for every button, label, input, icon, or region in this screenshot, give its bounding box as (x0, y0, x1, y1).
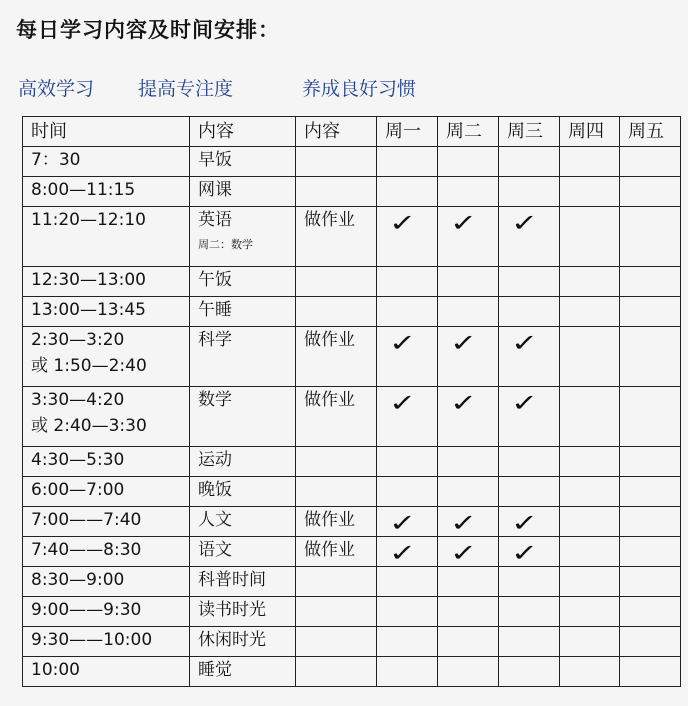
day-cell-wed (499, 447, 560, 477)
task-cell (296, 297, 377, 327)
task-cell (296, 267, 377, 297)
subject-text: 早饭 (198, 150, 232, 170)
day-cell-thu (560, 507, 620, 537)
checkmark-icon: ✓ (511, 329, 539, 357)
day-cell-fri (620, 597, 681, 627)
table-row (23, 147, 681, 177)
day-cell-thu (560, 297, 620, 327)
time-cell (23, 657, 190, 687)
day-cell-tue (438, 477, 499, 507)
header-task: 内容 (296, 117, 377, 147)
day-cell-mon (377, 627, 438, 657)
day-cell-tue (438, 177, 499, 207)
day-cell-mon (377, 177, 438, 207)
subject-cell (190, 387, 296, 447)
day-cell-tue (438, 597, 499, 627)
time-cell (23, 567, 190, 597)
time-cell (23, 207, 190, 267)
checkmark-icon: ✓ (450, 539, 478, 567)
time-text: 4:30—5:30 (31, 450, 125, 470)
time-text: 9:30——10:00 (31, 630, 153, 650)
subject-cell (190, 597, 296, 627)
subject-cell (190, 327, 296, 387)
day-cell-mon (377, 477, 438, 507)
day-cell-mon (377, 447, 438, 477)
time-text: 7:00——7:40 (31, 510, 142, 530)
subject-text: 科学 (198, 330, 232, 350)
day-cell-fri (620, 477, 681, 507)
subject-cell (190, 147, 296, 177)
day-cell-fri (620, 627, 681, 657)
subject-cell (190, 207, 296, 267)
checkmark-icon: ✓ (450, 509, 478, 537)
task-cell (296, 627, 377, 657)
header-friday: 周五 (620, 117, 681, 147)
task-cell (296, 447, 377, 477)
time-cell (23, 537, 190, 567)
subject-cell (190, 507, 296, 537)
alt-time-text: 或 1:50—2:40 (31, 356, 147, 376)
day-cell-thu (560, 147, 620, 177)
day-cell-mon (377, 537, 438, 567)
table-row (23, 177, 681, 207)
day-cell-tue (438, 627, 499, 657)
time-cell (23, 597, 190, 627)
task-cell: 做作业 (296, 327, 377, 387)
checkmark-icon: ✓ (511, 209, 539, 237)
day-cell-fri (620, 567, 681, 597)
checkmark-icon: ✓ (389, 509, 417, 537)
day-cell-fri (620, 507, 681, 537)
day-cell-mon (377, 597, 438, 627)
table-row (23, 627, 681, 657)
time-cell (23, 327, 190, 387)
day-cell-wed (499, 627, 560, 657)
day-cell-tue (438, 147, 499, 177)
time-cell (23, 177, 190, 207)
day-cell-wed (499, 327, 560, 387)
day-cell-thu (560, 177, 620, 207)
day-cell-fri (620, 327, 681, 387)
day-cell-wed (499, 267, 560, 297)
header-subject: 内容 (190, 117, 296, 147)
checkmark-icon: ✓ (511, 539, 539, 567)
day-cell-wed (499, 387, 560, 447)
day-cell-tue (438, 207, 499, 267)
slogan-efficient-study: 高效学习 (18, 78, 95, 100)
checkmark-icon: ✓ (450, 209, 478, 237)
task-cell (296, 147, 377, 177)
checkmark-icon: ✓ (450, 329, 478, 357)
checkmark-icon: ✓ (389, 389, 417, 417)
day-cell-fri (620, 207, 681, 267)
day-cell-wed (499, 477, 560, 507)
time-cell (23, 297, 190, 327)
checkmark-icon: ✓ (389, 209, 417, 237)
subject-text: 读书时光 (198, 600, 266, 620)
day-cell-tue (438, 567, 499, 597)
day-cell-fri (620, 297, 681, 327)
day-cell-tue (438, 327, 499, 387)
task-cell: 做作业 (296, 537, 377, 567)
day-cell-tue (438, 447, 499, 477)
table-row (23, 297, 681, 327)
time-text: 12:30—13:00 (31, 270, 146, 290)
subject-text: 午睡 (198, 300, 232, 320)
table-row (23, 537, 681, 567)
subject-text: 科普时间 (198, 570, 266, 590)
day-cell-wed (499, 177, 560, 207)
day-cell-wed (499, 507, 560, 537)
time-text: 11:20—12:10 (31, 210, 146, 230)
subject-cell (190, 477, 296, 507)
day-cell-tue (438, 297, 499, 327)
day-cell-wed (499, 537, 560, 567)
table-row (23, 657, 681, 687)
checkmark-icon: ✓ (389, 329, 417, 357)
subject-cell (190, 177, 296, 207)
day-cell-fri (620, 147, 681, 177)
table-row (23, 327, 681, 387)
table-row (23, 507, 681, 537)
day-cell-thu (560, 477, 620, 507)
time-cell (23, 387, 190, 447)
time-text: 10:00 (31, 660, 80, 680)
day-cell-thu (560, 597, 620, 627)
table-row (23, 567, 681, 597)
header-monday: 周一 (377, 117, 438, 147)
day-cell-thu (560, 657, 620, 687)
day-cell-tue (438, 657, 499, 687)
day-cell-wed (499, 207, 560, 267)
day-cell-fri (620, 177, 681, 207)
subject-text: 网课 (198, 180, 232, 200)
day-cell-thu (560, 207, 620, 267)
time-text: 8:30—9:00 (31, 570, 125, 590)
time-text: 13:00—13:45 (31, 300, 146, 320)
subject-text: 英语 (198, 210, 232, 230)
table-row (23, 477, 681, 507)
subject-text: 人文 (198, 510, 232, 530)
day-cell-mon (377, 567, 438, 597)
day-cell-fri (620, 387, 681, 447)
day-cell-wed (499, 297, 560, 327)
day-cell-wed (499, 567, 560, 597)
subject-text: 数学 (198, 390, 232, 410)
day-cell-wed (499, 147, 560, 177)
time-cell (23, 267, 190, 297)
day-cell-wed (499, 657, 560, 687)
day-cell-fri (620, 267, 681, 297)
subject-text: 运动 (198, 450, 232, 470)
task-cell (296, 567, 377, 597)
task-cell: 做作业 (296, 387, 377, 447)
time-cell (23, 147, 190, 177)
time-text: 6:00—7:00 (31, 480, 125, 500)
table-row (23, 267, 681, 297)
task-cell (296, 477, 377, 507)
day-cell-mon (377, 267, 438, 297)
table-row (23, 387, 681, 447)
subject-text: 睡觉 (198, 660, 232, 680)
day-cell-thu (560, 567, 620, 597)
day-cell-thu (560, 447, 620, 477)
subject-text: 休闲时光 (198, 630, 266, 650)
time-text: 9:00——9:30 (31, 600, 142, 620)
page-title: 每日学习内容及时间安排： (16, 18, 280, 42)
slogan-focus: 提高专注度 (138, 78, 234, 100)
checkmark-icon: ✓ (389, 539, 417, 567)
task-cell (296, 597, 377, 627)
subject-cell (190, 657, 296, 687)
subject-cell (190, 297, 296, 327)
subject-note: 周二：数学 (198, 238, 253, 251)
day-cell-fri (620, 447, 681, 477)
header-time: 时间 (23, 117, 190, 147)
subject-cell (190, 567, 296, 597)
checkmark-icon: ✓ (450, 389, 478, 417)
day-cell-thu (560, 267, 620, 297)
day-cell-mon (377, 657, 438, 687)
day-cell-wed (499, 597, 560, 627)
day-cell-thu (560, 537, 620, 567)
day-cell-mon (377, 387, 438, 447)
day-cell-mon (377, 207, 438, 267)
subject-cell (190, 447, 296, 477)
day-cell-mon (377, 327, 438, 387)
day-cell-mon (377, 297, 438, 327)
day-cell-tue (438, 387, 499, 447)
task-cell: 做作业 (296, 207, 377, 267)
time-text: 8:00—11:15 (31, 180, 136, 200)
day-cell-mon (377, 507, 438, 537)
subject-cell (190, 267, 296, 297)
header-thursday: 周四 (560, 117, 620, 147)
time-text: 2:30—3:20 (31, 330, 125, 350)
day-cell-thu (560, 627, 620, 657)
day-cell-fri (620, 537, 681, 567)
subject-cell (190, 537, 296, 567)
task-cell (296, 657, 377, 687)
task-cell: 做作业 (296, 507, 377, 537)
time-cell (23, 627, 190, 657)
table-row (23, 207, 681, 267)
day-cell-thu (560, 387, 620, 447)
subject-text: 语文 (198, 540, 232, 560)
slogan-good-habits: 养成良好习惯 (302, 78, 417, 100)
table-row (23, 597, 681, 627)
time-cell (23, 447, 190, 477)
day-cell-thu (560, 327, 620, 387)
day-cell-mon (377, 147, 438, 177)
subject-text: 午饭 (198, 270, 232, 290)
time-cell (23, 477, 190, 507)
day-cell-tue (438, 507, 499, 537)
alt-time-text: 或 2:40—3:30 (31, 416, 147, 436)
schedule-table (22, 116, 681, 687)
checkmark-icon: ✓ (511, 509, 539, 537)
time-text: 7:40——8:30 (31, 540, 142, 560)
task-cell (296, 177, 377, 207)
time-cell (23, 507, 190, 537)
day-cell-tue (438, 267, 499, 297)
subject-text: 晚饭 (198, 480, 232, 500)
checkmark-icon: ✓ (511, 389, 539, 417)
day-cell-tue (438, 537, 499, 567)
table-header-row (23, 117, 681, 147)
time-text: 3:30—4:20 (31, 390, 125, 410)
time-text: 7：30 (31, 150, 81, 170)
subject-cell (190, 627, 296, 657)
table-row (23, 447, 681, 477)
day-cell-fri (620, 657, 681, 687)
header-wednesday: 周三 (499, 117, 560, 147)
header-tuesday: 周二 (438, 117, 499, 147)
